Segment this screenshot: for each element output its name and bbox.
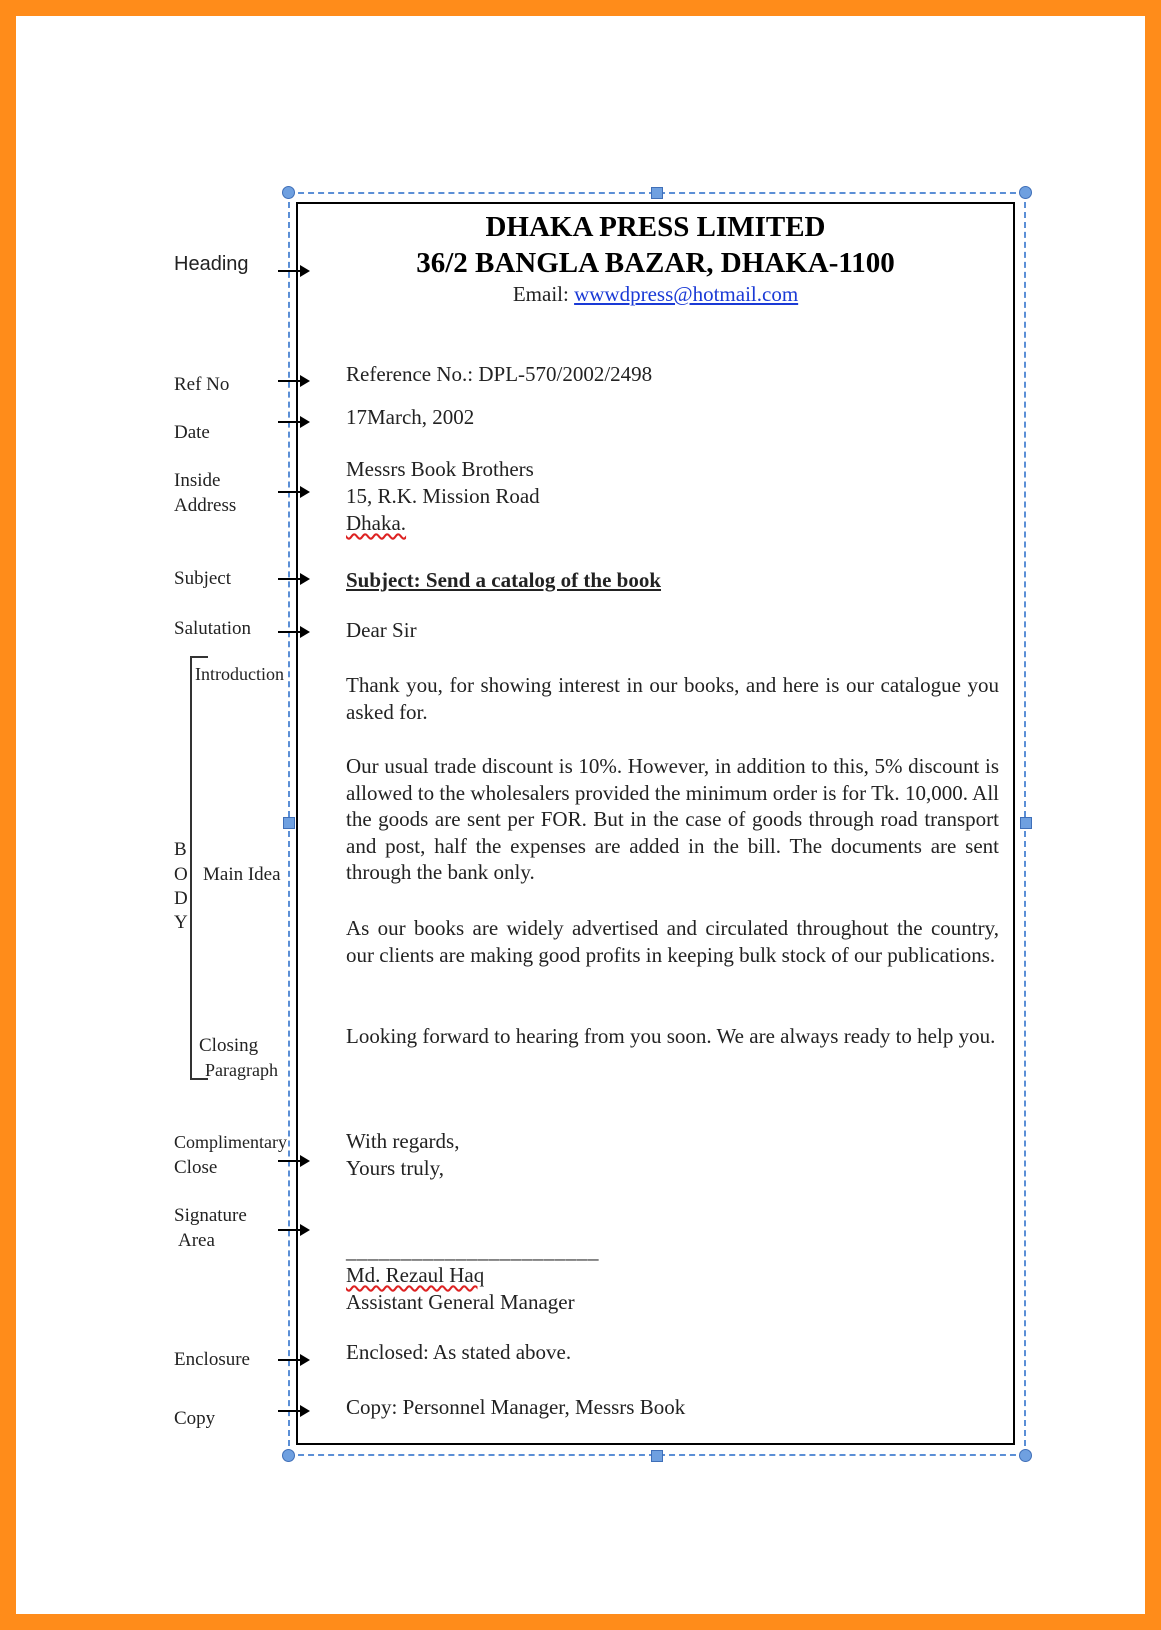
arrow-date [278,421,308,423]
arrow-subject [278,578,308,580]
label-closing-2: Paragraph [205,1060,278,1080]
copy-line: Copy: Personnel Manager, Messrs Book [346,1395,686,1419]
label-ref-no: Ref No [174,374,230,395]
enclosure-line: Enclosed: As stated above. [346,1340,572,1364]
signer-name: Md. Rezaul Haq [346,1263,485,1287]
label-copy: Copy [174,1408,216,1429]
label-complimentary-1: Complimentary [174,1132,287,1152]
signer-title: Assistant General Manager [346,1290,575,1314]
inside-address-line-3: Dhaka. [346,511,407,535]
arrow-inside-address [278,491,308,493]
main-paragraph-1: Our usual trade discount is 10%. However, in addition to this, 5% discount is allowed to the wholesalers provided the minimum order is for Tk. 10,000. All the goods are sent per FOR. But in the case of goods through road transport and post, half the expenses are added in the bill. The documents are sent through the bank only. [346,754,999,884]
arrow-signature [278,1229,308,1231]
salutation: Dear Sir [346,618,417,642]
subject-line: Subject: Send a catalog of the book [346,568,662,592]
label-inside-address-2: Address [174,495,237,516]
label-body-d: D [174,888,188,909]
resize-handle-bottom-left[interactable] [282,1449,295,1462]
intro-paragraph: Thank you, for showing interest in our books, and here is our catalogue you asked for. [346,673,999,724]
label-complimentary-2: Close [174,1157,218,1178]
label-date: Date [174,422,210,443]
company-email-line [298,281,1013,308]
resize-handle-top-left[interactable] [282,186,295,199]
label-body-o: O [174,864,188,885]
label-signature-1: Signature [174,1205,247,1226]
company-name: DHAKA PRESS LIMITED [485,211,826,243]
resize-handle-bottom[interactable] [651,1450,663,1462]
arrow-salutation [278,631,308,633]
signature-line: _______________________ [346,1239,599,1263]
email-link[interactable]: wwwdpress@hotmail.com [574,282,799,306]
closing-paragraph: Looking forward to hearing from you soon. We are always ready to help you. [346,1024,996,1048]
label-introduction: Introduction [195,664,284,684]
label-subject: Subject [174,568,231,589]
inside-address-line-1: Messrs Book Brothers [346,457,534,481]
arrow-complimentary [278,1160,308,1162]
label-enclosure: Enclosure [174,1349,250,1370]
complimentary-line-2: Yours truly, [346,1156,445,1180]
reference-number: Reference No.: DPL-570/2002/2498 [346,362,653,386]
email-label: Email: [512,282,569,306]
arrow-enclosure [278,1359,308,1361]
resize-handle-top[interactable] [651,187,663,199]
resize-handle-bottom-right[interactable] [1019,1449,1032,1462]
label-closing-1: Closing [199,1035,259,1056]
resize-handle-left[interactable] [283,817,295,829]
label-body-y: Y [174,912,188,933]
arrow-ref-no [278,380,308,382]
complimentary-line-1: With regards, [346,1129,460,1153]
label-main-idea: Main Idea [203,864,281,885]
label-heading: Heading [174,253,249,275]
resize-handle-right[interactable] [1020,817,1032,829]
company-address: 36/2 BANGLA BAZAR, DHAKA-1100 [416,247,895,279]
inside-address-line-2: 15, R.K. Mission Road [346,484,540,508]
resize-handle-top-right[interactable] [1019,186,1032,199]
label-signature-2: Area [178,1230,215,1251]
label-salutation: Salutation [174,618,252,639]
arrow-copy [278,1410,308,1412]
label-body-b: B [174,839,187,860]
main-paragraph-2: As our books are widely advertised and circulated throughout the country, our clients are making good profits in keeping bulk stock of our publications. [346,916,999,967]
letter-date: 17March, 2002 [346,405,475,429]
label-inside-address-1: Inside [174,470,221,491]
